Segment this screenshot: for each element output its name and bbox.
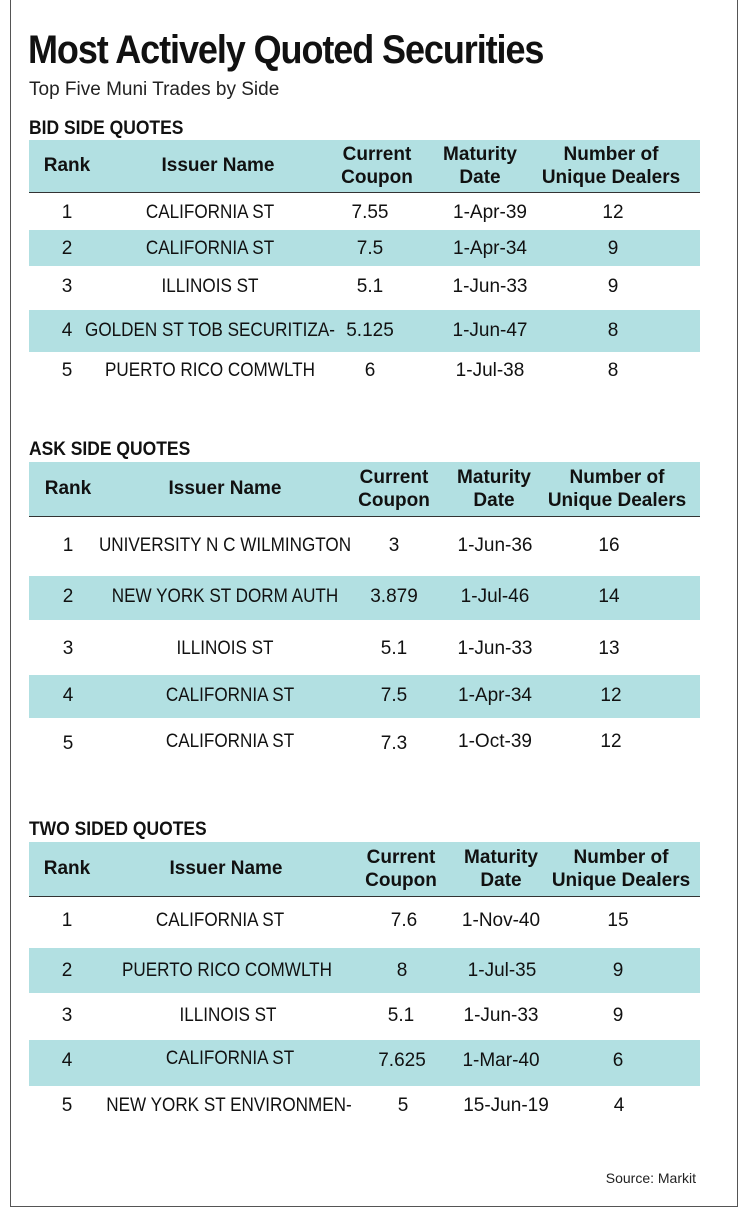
cell-issuer: ILLINOIS ST [161, 276, 259, 297]
cell-rank: 2 [62, 586, 74, 607]
table-row [29, 1086, 700, 1126]
cell-maturity: 1-Nov-40 [461, 910, 541, 931]
cell-maturity: 1-Mar-40 [462, 1050, 540, 1071]
cell-coupon: 5 [397, 1095, 409, 1116]
table-row [29, 948, 700, 993]
cell-dealers: 9 [612, 960, 624, 981]
cell-maturity: 1-Jun-47 [452, 320, 528, 341]
cell-dealers: 8 [607, 320, 619, 341]
cell-issuer: PUERTO RICO COMWLTH [105, 360, 315, 381]
header-coupon: Current Coupon [358, 467, 430, 511]
table-row [29, 1040, 700, 1086]
cell-issuer: CALIFORNIA ST [165, 685, 295, 706]
cell-dealers: 16 [598, 535, 620, 556]
table-row [29, 310, 700, 352]
cell-maturity: 1-Jul-35 [467, 960, 537, 981]
cell-coupon: 7.55 [351, 202, 389, 223]
cell-dealers: 6 [612, 1050, 624, 1071]
cell-maturity: 1-Oct-39 [458, 731, 532, 752]
header-maturity: Maturity Date [457, 467, 531, 511]
cell-coupon: 7.6 [390, 910, 418, 931]
table-header [29, 140, 700, 193]
cell-dealers: 9 [612, 1005, 624, 1026]
cell-issuer: PUERTO RICO COMWLTH [122, 960, 332, 981]
cell-dealers: 12 [600, 731, 622, 752]
cell-coupon: 7.3 [380, 733, 408, 754]
section-title-ask: ASK SIDE QUOTES [29, 439, 191, 460]
cell-rank: 4 [61, 1050, 73, 1071]
cell-maturity: 1-Jul-38 [455, 360, 525, 381]
cell-maturity: 1-Jun-33 [457, 638, 533, 659]
table-row [29, 718, 700, 764]
page-subtitle: Top Five Muni Trades by Side [29, 79, 280, 100]
cell-maturity: 1-Jun-33 [452, 276, 528, 297]
page-title: Most Actively Quoted Securities [28, 28, 544, 72]
table-header [29, 842, 700, 897]
cell-coupon: 7.625 [378, 1050, 426, 1071]
cell-issuer: CALIFORNIA ST [155, 910, 285, 931]
cell-dealers: 9 [607, 276, 619, 297]
cell-dealers: 13 [598, 638, 620, 659]
table-row [29, 518, 700, 576]
cell-rank: 2 [61, 238, 73, 259]
header-issuer: Issuer Name [161, 155, 275, 176]
cell-dealers: 8 [607, 360, 619, 381]
table-row [29, 194, 700, 230]
header-dealers: Number of Unique Dealers [547, 467, 687, 511]
cell-coupon: 3.879 [370, 586, 418, 607]
cell-maturity: 1-Apr-39 [453, 202, 527, 223]
cell-rank: 5 [61, 1095, 73, 1116]
cell-maturity: 1-Jun-33 [463, 1005, 539, 1026]
table-row [29, 230, 700, 266]
cell-dealers: 12 [600, 685, 622, 706]
header-maturity: Maturity Date [464, 847, 538, 891]
cell-dealers: 14 [598, 586, 620, 607]
cell-coupon: 6 [364, 360, 376, 381]
cell-maturity: 1-Apr-34 [458, 685, 532, 706]
header-issuer: Issuer Name [169, 858, 283, 879]
cell-rank: 4 [61, 320, 73, 341]
cell-issuer: CALIFORNIA ST [145, 238, 275, 259]
cell-issuer: CALIFORNIA ST [165, 731, 295, 752]
cell-issuer: NEW YORK ST DORM AUTH [111, 586, 339, 607]
cell-maturity: 15-Jun-19 [463, 1095, 549, 1116]
cell-rank: 3 [62, 638, 74, 659]
cell-coupon: 5.1 [356, 276, 384, 297]
header-issuer: Issuer Name [168, 478, 282, 499]
header-dealers: Number of Unique Dealers [541, 144, 681, 188]
cell-rank: 3 [61, 276, 73, 297]
header-dealers: Number of Unique Dealers [551, 847, 691, 891]
cell-rank: 3 [61, 1005, 73, 1026]
cell-coupon: 8 [396, 960, 408, 981]
section-title-bid: BID SIDE QUOTES [29, 118, 184, 139]
cell-issuer: CALIFORNIA ST [165, 1048, 295, 1069]
cell-coupon: 7.5 [356, 238, 384, 259]
cell-rank: 5 [62, 733, 74, 754]
cell-dealers: 15 [607, 910, 629, 931]
cell-issuer: GOLDEN ST TOB SECURITIZA- [85, 320, 335, 341]
section-title-two-sided: TWO SIDED QUOTES [29, 819, 207, 840]
cell-rank: 1 [61, 910, 73, 931]
cell-maturity: 1-Apr-34 [453, 238, 527, 259]
table-row [29, 898, 700, 948]
table-header [29, 462, 700, 517]
cell-issuer: NEW YORK ST ENVIRONMEN- [106, 1095, 352, 1116]
cell-dealers: 4 [613, 1095, 625, 1116]
cell-rank: 5 [61, 360, 73, 381]
header-coupon: Current Coupon [341, 144, 413, 188]
cell-issuer: ILLINOIS ST [176, 638, 274, 659]
cell-coupon: 5.1 [387, 1005, 415, 1026]
cell-issuer: UNIVERSITY N C WILMINGTON [98, 535, 352, 556]
table-row [29, 266, 700, 310]
cell-issuer: CALIFORNIA ST [145, 202, 275, 223]
cell-rank: 1 [61, 202, 73, 223]
header-rank: Rank [43, 155, 91, 176]
table-row [29, 352, 700, 392]
source-credit: Source: Markit [605, 1170, 696, 1186]
table-row [29, 620, 700, 675]
table-row [29, 993, 700, 1040]
header-maturity: Maturity Date [443, 144, 517, 188]
cell-rank: 2 [61, 960, 73, 981]
cell-maturity: 1-Jul-46 [460, 586, 530, 607]
cell-coupon: 3 [388, 535, 400, 556]
header-rank: Rank [44, 478, 92, 499]
header-coupon: Current Coupon [365, 847, 437, 891]
cell-coupon: 5.125 [346, 320, 394, 341]
cell-coupon: 5.1 [380, 638, 408, 659]
cell-rank: 1 [62, 535, 74, 556]
cell-dealers: 9 [607, 238, 619, 259]
cell-maturity: 1-Jun-36 [457, 535, 533, 556]
table-row [29, 576, 700, 620]
cell-issuer: ILLINOIS ST [179, 1005, 277, 1026]
cell-dealers: 12 [602, 202, 624, 223]
header-rank: Rank [43, 858, 91, 879]
cell-rank: 4 [62, 685, 74, 706]
cell-coupon: 7.5 [380, 685, 408, 706]
table-row [29, 675, 700, 718]
